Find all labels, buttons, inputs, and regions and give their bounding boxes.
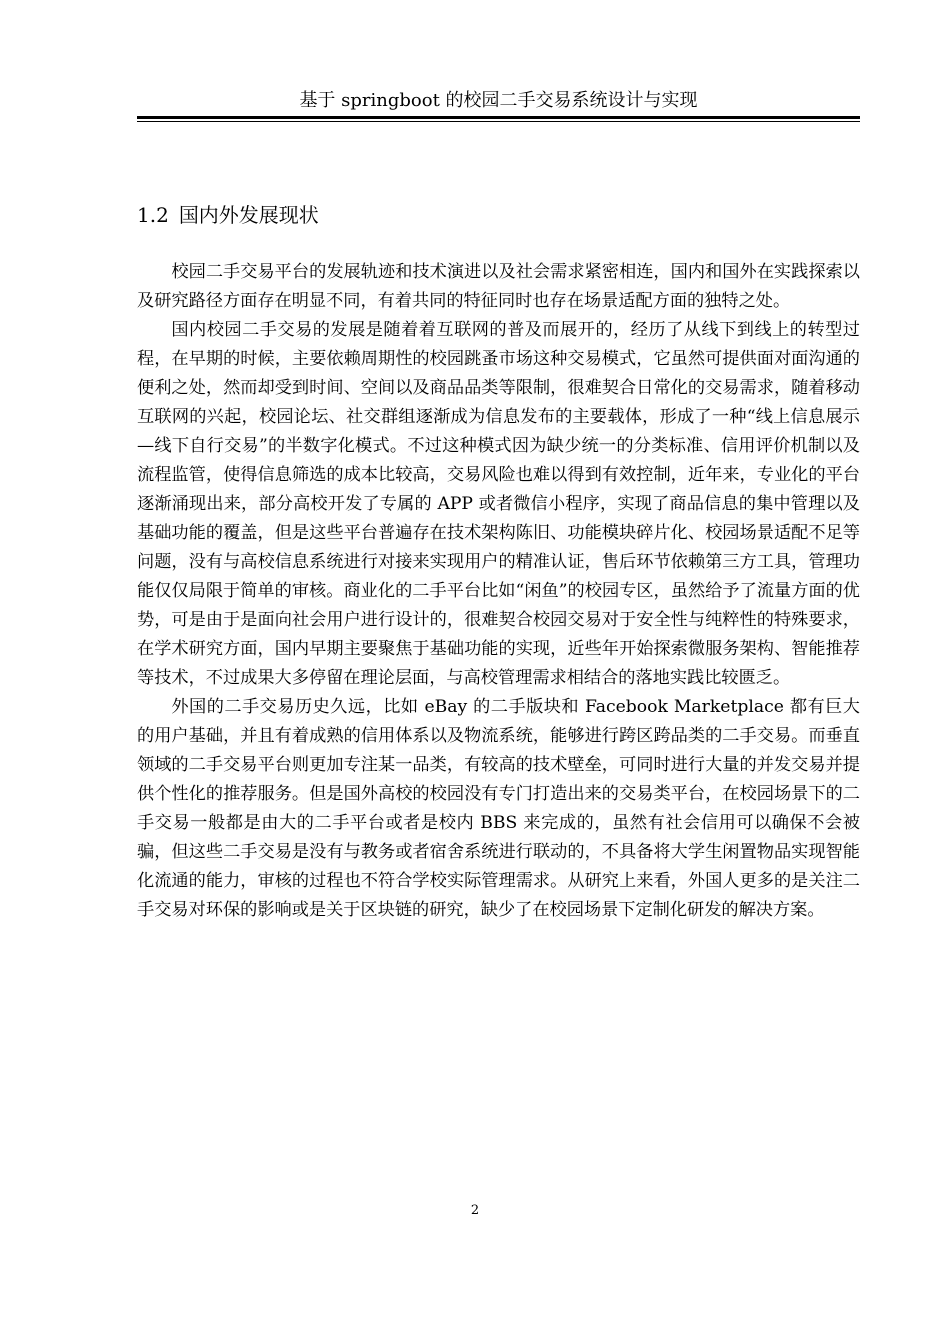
section-title: 国内外发展现状 bbox=[178, 203, 319, 227]
paragraph-intro: 校园二手交易平台的发展轨迹和技术演进以及社会需求紧密相连，国内和国外在实践探索以及研究路径方面存在明显不同，有着共同的特征同时也存在场景适配方面的独特之处。 bbox=[137, 262, 860, 311]
header-rule-thick bbox=[137, 116, 860, 119]
header-rule-thin bbox=[137, 121, 860, 122]
section-number: 1.2 bbox=[137, 203, 169, 227]
running-header-title: 基于 springboot 的校园二手交易系统设计与实现 bbox=[299, 90, 698, 111]
paragraph-domestic: 国内校园二手交易的发展是随着着互联网的普及而展开的，经历了从线下到线上的转型过程，在早期的时候，主要依赖周期性的校园跳蚤市场这种交易模式，它虽然可提供面对面沟通的便利之处，然而却受到时间、空间以及商品品类等限制，很难契合日常化的交易需求，随着移动互联网的兴起，校园论坛、社交群组逐渐成为信息发布的主要载体，形成了一种“线上信息展示—线下自行交易”的半数字化模式。不过这种模式因为缺少统一的分类标准、信用评价机制以及流程监管，使得信息筛选的成本比较高，交易风险也难以得到有效控制，近年来，专业化的平台逐渐涌现出来，部分高校开发了专属的 APP 或者微信小程序，实现了商品信息的集中管理以及基础功能的覆盖，但是这些平台普遍存在技术架构陈旧、功能模块碎片化、校园场景适配不足等问题，没有与高校信息系统进行对接来实现用户的精准认证，售后环节依赖第三方工具，管理功能仅仅局限于简单的审核。商业化的二手平台比如“闲鱼”的校园专区，虽然给予了流量方面的优势，可是由于是面向社会用户进行设计的，很难契合校园交易对于安全性与纯粹性的特殊要求，在学术研究方面，国内早期主要聚焦于基础功能的实现，近些年开始探索微服务架构、智能推荐等技术，不过成果大多停留在理论层面，与高校管理需求相结合的落地实践比较匮乏。 bbox=[137, 320, 860, 688]
page-number: 2 bbox=[470, 1203, 480, 1218]
body-text bbox=[137, 258, 860, 925]
paragraph-foreign: 外国的二手交易历史久远，比如 eBay 的二手版块和 Facebook Marketplace 都有巨大的用户基础，并且有着成熟的信用体系以及物流系统，能够进行跨区跨品类的二手交易。而垂直领域的二手交易平台则更加专注某一品类，有较高的技术壁垒，可同时进行大量的并发交易并提供个性化的推荐服务。但是国外高校的校园没有专门打造出来的交易类平台，在校园场景下的二手交易一般都是由大的二手平台或者是校内 BBS 来完成的，虽然有社会信用可以确保不会被骗，但这些二手交易是没有与教务或者宿舍系统进行联动的，不具备将大学生闲置物品实现智能化流通的能力，审核的过程也不符合学校实际管理需求。从研究上来看，外国人更多的是关注二手交易对环保的影响或是关于区块链的研究，缺少了在校园场景下定制化研发的解决方案。 bbox=[137, 697, 860, 920]
section-heading bbox=[137, 200, 319, 230]
